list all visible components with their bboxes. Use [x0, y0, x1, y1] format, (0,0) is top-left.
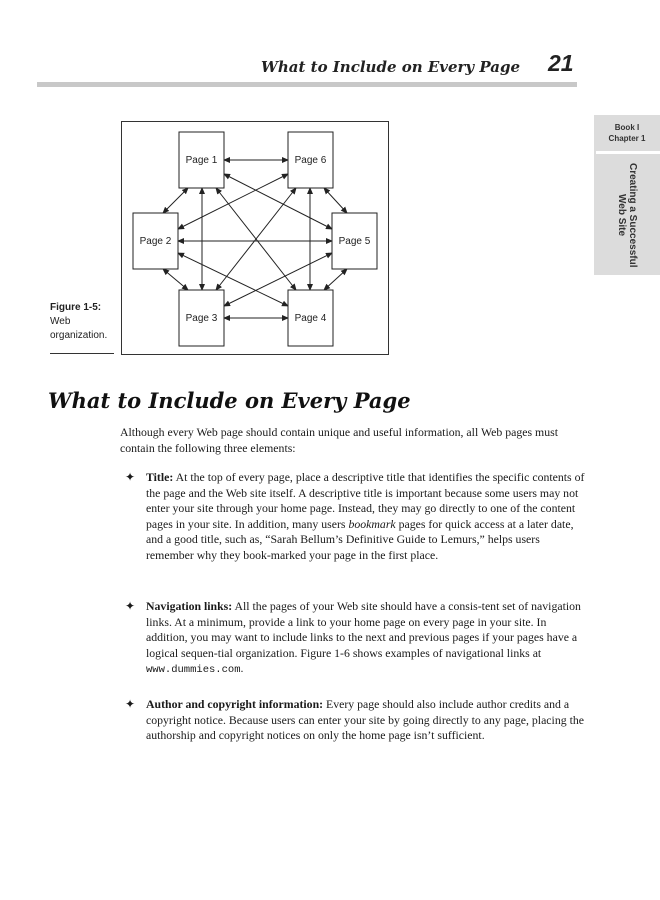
page-node-2-label: Page 2 — [139, 236, 172, 247]
figure-caption-text: Web organization. — [50, 316, 108, 341]
thumb-tab-book-chapter — [594, 122, 660, 144]
bullet-term: Title: — [146, 470, 174, 484]
page-node-3-label: Page 3 — [185, 313, 218, 324]
bullet-body: At the top of every page, place a descriptive title that identifies the specific contents of the page and the Web site itself. A descriptive title is important because some users may not enter your site through your home page. Instead, they may go directly to one of the content pages in your site. In addition, many users — [146, 470, 585, 531]
bullet-body: Every page should also include author credits and a copyright notice. Because users can enter your site by going directly to any page, placing the authorship and copyright notices on only the home page isn’t sufficient. — [146, 697, 584, 743]
bullet-marker-icon: ✦ — [125, 599, 136, 613]
running-header-title: What to Include on Every Page — [261, 58, 520, 76]
thumb-tab-chapter: Chapter 1 — [608, 134, 646, 143]
bullet-term: Author and copyright information: — [146, 697, 324, 711]
bullet-marker-icon: ✦ — [125, 697, 136, 711]
bullet-author-text — [146, 697, 585, 744]
thumb-tab-divider — [596, 151, 660, 154]
bullet-code-url: www.dummies.com — [146, 664, 241, 677]
link-p5-p4 — [324, 269, 347, 290]
link-p1-p2 — [163, 188, 188, 213]
thumb-tab-book: Book I — [614, 123, 640, 132]
thumb-tab-section — [600, 161, 654, 269]
page-number: 21 — [548, 50, 574, 76]
bullet-marker-icon: ✦ — [125, 470, 136, 484]
bullet-emphasis: bookmark — [348, 516, 396, 531]
figure-caption-label: Figure 1-5: — [50, 302, 102, 313]
bullet-body: All the pages of your Web site should have a consis-tent set of navigation links. At a minimum, provide a link to your home page on every page in your site. In addition, you may want to include links to the next and previous pages if your pages have a logical sequen-tial organization. Figure 1-6 shows examples of navigational links at — [146, 599, 581, 660]
page-node-1-label: Page 1 — [185, 155, 218, 166]
bullet-body-end: pages for quick access at a later date, and a good title, such as, “Sarah Bellum’s Definitive Guide to Lemurs,” helps users remember why they book-marked your page in the first place. — [146, 516, 574, 562]
bullet-navigation-text — [146, 599, 585, 679]
web-organization-diagram — [121, 121, 389, 355]
chapter-thumb-tab — [594, 115, 660, 275]
bullet-title-text — [146, 470, 585, 564]
figure-caption — [50, 301, 120, 343]
link-p2-p3 — [163, 269, 188, 290]
header-rule — [37, 82, 577, 87]
page-node-4-label: Page 4 — [294, 313, 327, 324]
caption-rule — [50, 353, 114, 354]
intro-paragraph: Although every Web page should contain unique and useful information, all Web pages must contain the following three elements: — [120, 425, 558, 455]
page-node-5-label: Page 5 — [338, 236, 371, 247]
page-node-6-label: Page 6 — [294, 155, 327, 166]
bullet-term: Navigation links: — [146, 599, 233, 613]
section-heading: What to Include on Every Page — [48, 388, 411, 413]
link-p6-p5 — [324, 188, 347, 213]
bullet-body-end: . — [240, 661, 244, 676]
thumb-tab-section-text: Creating a Successful Web Site — [616, 162, 638, 268]
